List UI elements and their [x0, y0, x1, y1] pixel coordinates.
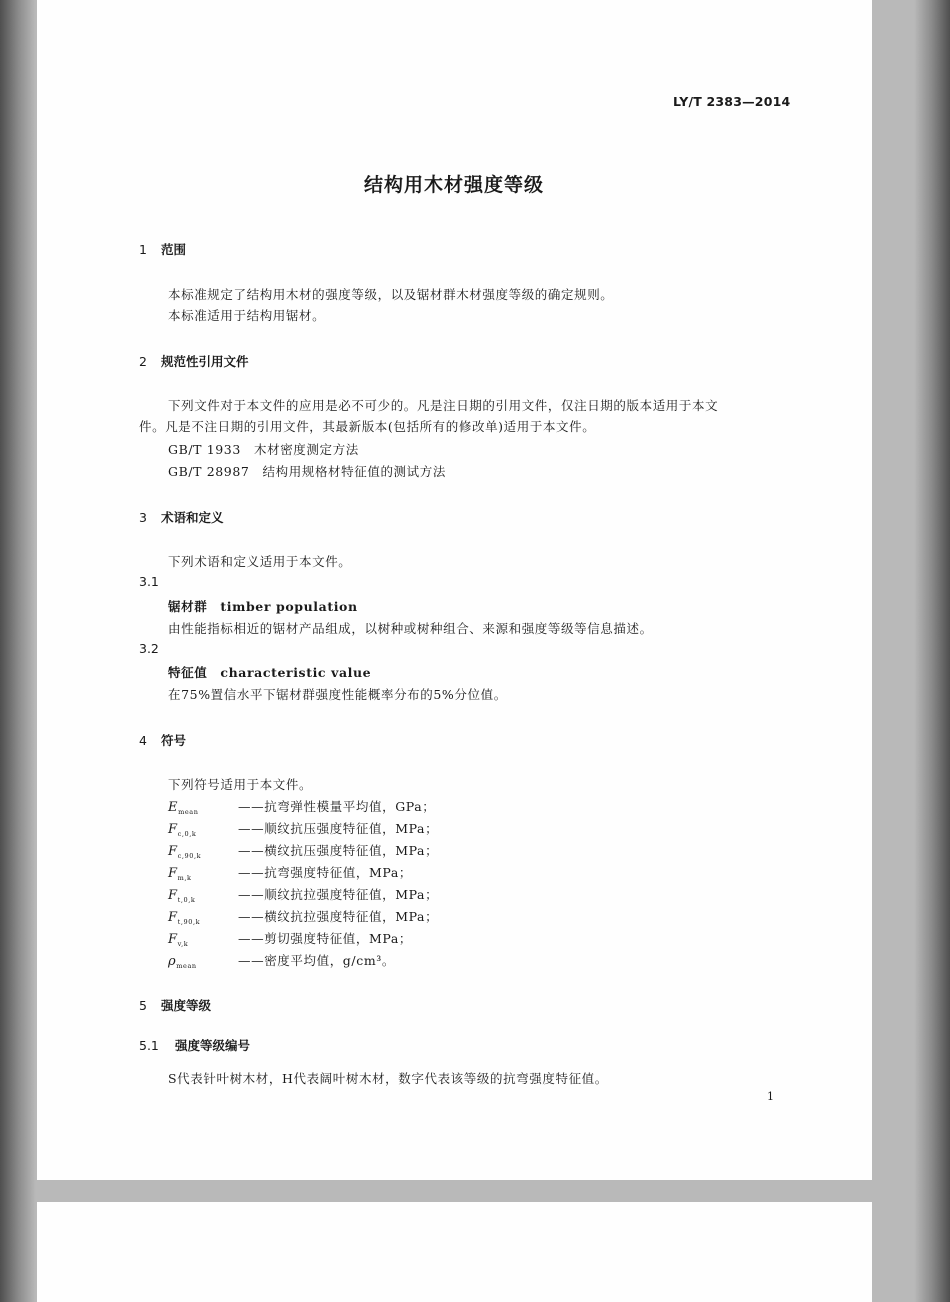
document-page: [37, 0, 872, 1180]
symbol: $F_{c,90,k}$: [168, 844, 202, 860]
reference-item: GB/T 1933 木材密度测定方法: [168, 442, 359, 457]
next-page: [37, 1202, 872, 1302]
paragraph: 下列术语和定义适用于本文件。: [168, 554, 352, 569]
page-number: 1: [767, 1090, 774, 1103]
section-5-heading: 5 强度等级: [139, 998, 212, 1013]
paragraph: 下列符号适用于本文件。: [168, 777, 313, 792]
term-number: 3.1: [139, 574, 159, 589]
page-title: 结构用木材强度等级: [364, 174, 545, 196]
symbol-row: $F_{v,k}$ ——剪切强度特征值，MPa；: [168, 931, 413, 948]
section-3-heading: 3 术语和定义: [139, 510, 224, 525]
section-2-heading: 2 规范性引用文件: [139, 354, 249, 369]
symbol: $F_{c,0,k}$: [168, 822, 197, 838]
symbol-row: $F_{c,0,k}$ ——顺纹抗压强度特征值，MPa；: [168, 821, 439, 838]
symbol: $E_{mean}$: [168, 800, 199, 816]
symbol-row: $F_{c,90,k}$ ——横纹抗压强度特征值，MPa；: [168, 843, 439, 860]
term-definition: 由性能指标相近的锯材产品组成，以树种或树种组合、来源和强度等级等信息描述。: [168, 621, 653, 636]
section-4-heading: 4 符号: [139, 733, 187, 748]
section-5-1-heading: 5.1 强度等级编号: [139, 1038, 251, 1053]
symbol: $F_{t,0,k}$: [168, 888, 196, 904]
paragraph: 本标准规定了结构用木材的强度等级，以及锯材群木材强度等级的确定规则。: [168, 287, 614, 302]
symbol-row: $F_{t,90,k}$ ——横纹抗拉强度特征值，MPa；: [168, 909, 439, 926]
standard-code: LY/T 2383—2014: [673, 94, 791, 109]
term-number: 3.2: [139, 641, 159, 656]
paragraph: 本标准适用于结构用锯材。: [168, 308, 326, 323]
paragraph: 件。凡是不注日期的引用文件，其最新版本(包括所有的修改单)适用于本文件。: [139, 419, 596, 434]
term-definition: 在75%置信水平下锯材群强度性能概率分布的5%分位值。: [168, 687, 507, 702]
term-title: 特征值 characteristic value: [168, 665, 372, 680]
paragraph: S代表针叶树木材，H代表阔叶树木材，数字代表该等级的抗弯强度特征值。: [168, 1071, 608, 1086]
term-title: 锯材群 timber population: [168, 599, 358, 614]
reference-item: GB/T 28987 结构用规格材特征值的测试方法: [168, 464, 446, 479]
symbol: $F_{m,k}$: [168, 866, 192, 882]
paragraph: 下列文件对于本文件的应用是必不可少的。凡是注日期的引用文件，仅注日期的版本适用于本文: [168, 398, 719, 413]
symbol-row: $\rho_{mean}$ ——密度平均值，g/cm³。: [168, 953, 395, 970]
symbol: $F_{v,k}$: [168, 932, 189, 948]
symbol-row: $E_{mean}$ ——抗弯弹性模量平均值，GPa；: [168, 799, 436, 816]
symbol: $\rho_{mean}$: [168, 954, 197, 970]
symbol-row: $F_{t,0,k}$ ——顺纹抗拉强度特征值，MPa；: [168, 887, 439, 904]
section-1-heading: 1 范围: [139, 242, 187, 257]
symbol: $F_{t,90,k}$: [168, 910, 201, 926]
symbol-row: $F_{m,k}$ ——抗弯强度特征值，MPa；: [168, 865, 413, 882]
